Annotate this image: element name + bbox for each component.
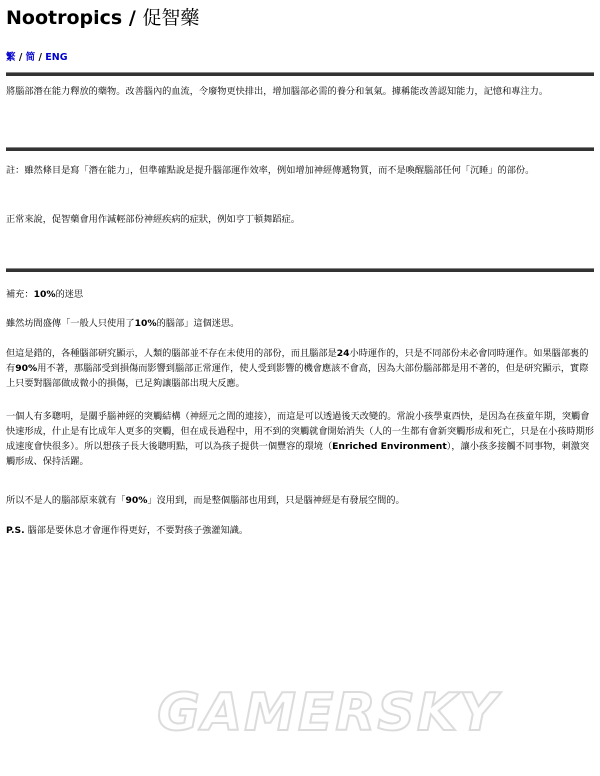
myth-paragraph (6, 316, 594, 331)
title-en: Nootropics (6, 7, 123, 29)
intro-paragraph: 將腦部潛在能力釋放的藥物。改善腦內的血流，令廢物更快排出，增加腦部必需的養分和氧氣。據稱能改善認知能力，記憶和專注力。 (6, 86, 549, 97)
research-paragraph (6, 346, 594, 391)
synapse-paragraph (6, 409, 594, 469)
title-separator: / (122, 7, 143, 29)
text-run-bold: 24 (336, 348, 350, 359)
supp-bold: 10% (33, 289, 56, 300)
text-run: 雖然坊間盛傳「一般人只使用了 (6, 318, 135, 329)
text-run-bold: 90% (15, 363, 38, 374)
watermark-text: GAMERSKY (157, 683, 499, 740)
text-run-bold: Enriched Environment (332, 441, 447, 452)
gamersky-watermark (118, 682, 538, 740)
note-paragraph: 註：雖然條目是寫「潛在能力」，但準確點說是提升腦部運作效率，例如增加神經傳遞物質，而不是喚醒腦部任何「沉睡」的部份。 (6, 165, 535, 176)
text-run-bold: 90% (125, 495, 148, 506)
ps-text: 腦部是要休息才會運作得更好，不要對孩子強灌知識。 (24, 525, 249, 536)
supp-label: 補充： (6, 289, 34, 300)
text-run: 所以不是人的腦部原來就有「 (6, 495, 126, 506)
note-paragraph-2: 正常來說，促智藥會用作減輕部份神經疾病的症狀，例如亨丁頓舞蹈症。 (6, 214, 300, 225)
lang-separator: / (18, 52, 23, 63)
ps-paragraph (6, 523, 594, 538)
language-switcher (6, 49, 68, 63)
text-run: 但這是錯的，各種腦部研究顯示，人類的腦部並不存在未使用的部份，而且腦部是 (6, 348, 337, 359)
text-run: 小時運作的，只是不同部份未必會同時運作。如果腦部裏的有 (6, 348, 589, 374)
text-run: 用不著，那腦部受到損傷而影響到腦部正常運作，使人受到影響的機會應該不會高，因為大部份腦部都是用不著的，但是研究顯示，實際上只要對腦部做成微小的損傷，已足夠讓腦部出現大反應。 (6, 363, 589, 389)
page-title (6, 5, 199, 31)
supp-rest: 的迷思 (55, 289, 84, 300)
lang-traditional-link[interactable]: 繁 (6, 52, 16, 63)
supplement-heading (6, 287, 594, 302)
text-run: 的腦部」這個迷思。 (156, 318, 240, 329)
divider (6, 268, 594, 272)
divider (6, 72, 594, 76)
title-zh: 促智藥 (142, 7, 200, 29)
text-run-bold: 10% (134, 318, 157, 329)
lang-separator: / (38, 52, 42, 63)
text-run: 一個人有多聰明，是關乎腦神經的突觸結構（神經元之間的連接），而這是可以透過後天改變的。常說小孩學東西快，是因為在孩童年期，突觸會快速形成，什止是有比成年人更多的突觸，但在成長過程中，用不到的突觸就會開始消失（人的一生都有會新突觸形成和死亡，只是在小孩時期形成速度會快很多）。所以想孩子長大後聰明點，可以為孩子提供一個豐容的環境（ (6, 411, 594, 452)
conclusion-paragraph (6, 493, 594, 508)
divider (6, 147, 594, 151)
text-run: ），讓小孩多接觸不同事物，刺激突觸形成、保持活躍。 (6, 441, 590, 467)
lang-english-link[interactable]: ENG (45, 52, 68, 63)
text-run: 」沒用到，而是整個腦部也用到，只是腦神經是有發展空間的。 (147, 495, 405, 506)
lang-simplified-link[interactable]: 简 (25, 52, 36, 63)
ps-label: P.S. (6, 525, 25, 536)
